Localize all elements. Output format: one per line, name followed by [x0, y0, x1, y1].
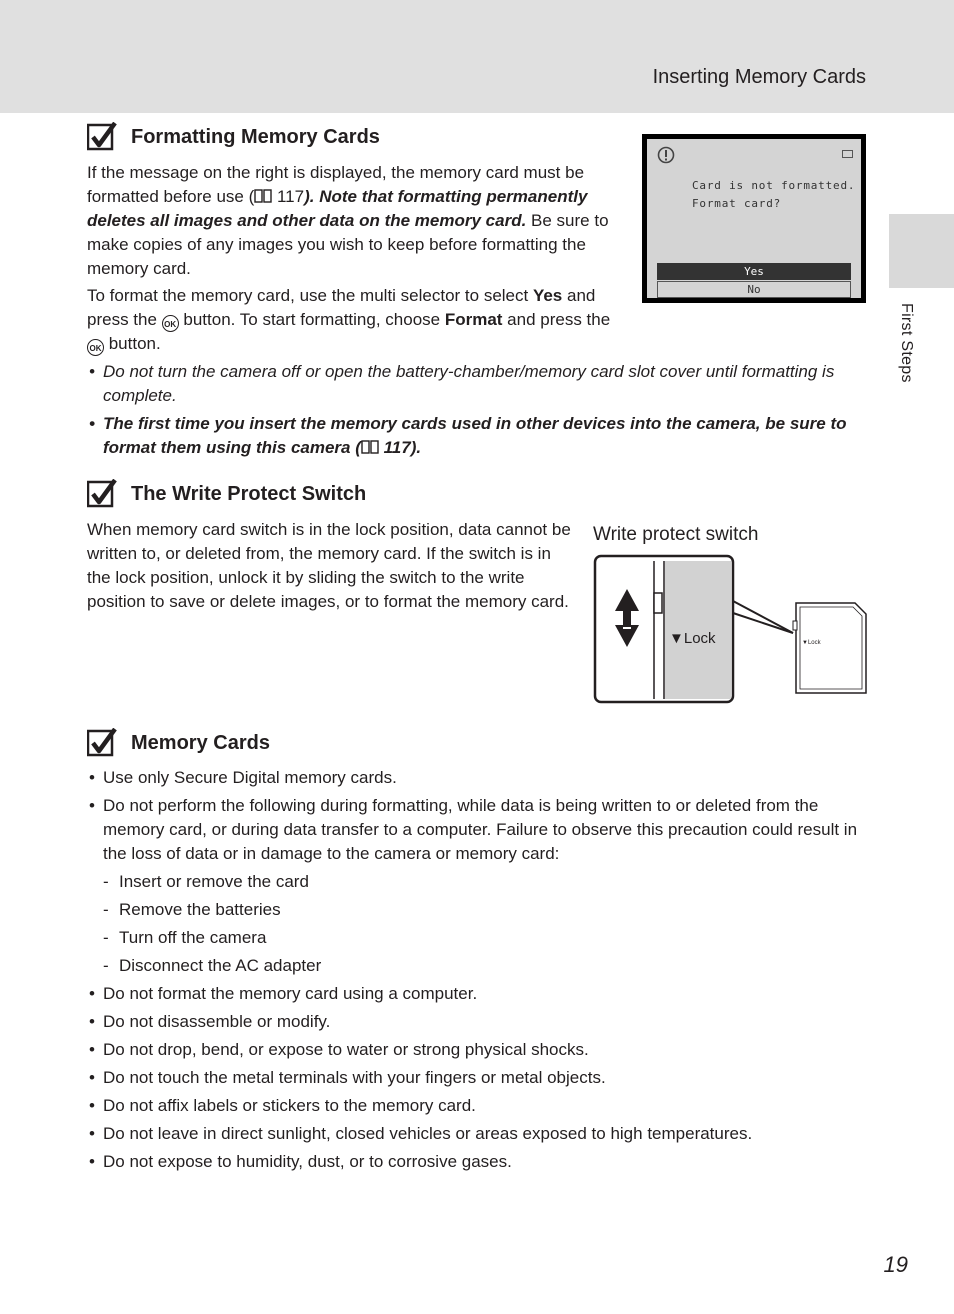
sub-list-item: - Turn off the camera: [103, 928, 267, 947]
list-item: • Do not turn the camera off or open the battery-chamber/memory card slot cover until formatting is complete.: [89, 362, 835, 405]
side-tab-label: First Steps: [898, 303, 915, 383]
write-protect-title: The Write Protect Switch: [131, 482, 367, 505]
camera-message-line-1: Card is not formatted.: [692, 179, 856, 192]
list-item: • Do not disassemble or modify.: [89, 1012, 331, 1031]
ok-button-icon: OK: [87, 339, 104, 356]
list-item: • Do not format the memory card using a computer.: [89, 984, 478, 1003]
sub-list-item: - Insert or remove the card: [103, 872, 309, 891]
memory-cards-title: Memory Cards: [131, 731, 270, 754]
battery-icon: [842, 150, 853, 158]
list-item: • Do not affix labels or stickers to the memory card.: [89, 1096, 476, 1115]
warning-icon: [657, 146, 675, 164]
check-mark-icon: [87, 122, 117, 152]
sd-card-illustration: [793, 603, 866, 693]
list-item: • Do not drop, bend, or expose to water or strong physical shocks.: [89, 1040, 589, 1059]
ok-button-icon: OK: [162, 315, 179, 332]
write-protect-caption: Write protect switch: [593, 524, 759, 545]
list-item: • Do not expose to humidity, dust, or to corrosive gases.: [89, 1152, 512, 1171]
camera-option-no: No: [657, 281, 851, 298]
camera-screen-illustration: [642, 134, 866, 303]
check-mark-icon: [87, 479, 117, 509]
camera-screen-display: [647, 139, 861, 298]
write-protect-paragraph: When memory card switch is in the lock position, data cannot be written to, or deleted from, the memory card. If the switch is in the lock position, unlock it by sliding the switch to the write position to save or delete images, or to format the memory card.: [87, 520, 571, 611]
check-mark-icon: [87, 728, 117, 758]
sub-list-item: - Disconnect the AC adapter: [103, 956, 322, 975]
formatting-section-heading: [87, 122, 380, 152]
memory-cards-section-heading: [87, 728, 270, 758]
side-tab: [889, 214, 954, 288]
list-item: • Do not touch the metal terminals with your fingers or metal objects.: [89, 1068, 606, 1087]
formatting-bullets: [87, 360, 877, 460]
list-item: • Use only Secure Digital memory cards.: [89, 768, 397, 787]
write-protect-diagram: [593, 553, 868, 705]
reference-book-icon: [254, 189, 272, 203]
camera-message-line-2: Format card?: [692, 197, 782, 210]
formatting-paragraph-1: If the message on the right is displayed, the memory card must be formatted before use ( 117). Note that formatting permanently deletes all images and other data on the memory card. Be sure to make copies of any images you wish to keep before formatting the memory card.: [87, 163, 609, 278]
card-lock-label: ▼Lock: [802, 640, 821, 646]
camera-option-yes: Yes: [657, 263, 851, 280]
reference-book-icon: [361, 440, 379, 454]
sub-list-item: - Remove the batteries: [103, 900, 281, 919]
formatting-paragraph-2: To format the memory card, use the multi selector to select Yes and press the OK button. To start formatting, choose Format and press the OK button.: [87, 284, 617, 356]
formatting-title: Formatting Memory Cards: [131, 125, 380, 148]
header-band: [0, 0, 954, 113]
list-item: • Do not leave in direct sunlight, closed vehicles or areas exposed to high temperatures.: [89, 1124, 753, 1143]
page-header-title: Inserting Memory Cards: [652, 66, 866, 88]
list-item: • Do not perform the following during formatting, while data is being written to or deleted from the memory card, or during data transfer to a computer. Failure to observe this precaution could result in the loss of data or in damage to the camera or memory card:: [89, 796, 858, 863]
page-number: 19: [883, 1252, 908, 1277]
formatting-page-ref: 117: [272, 187, 305, 206]
formatting-warning-text: Note that formatting permanently deletes all images and other data on the memory card.: [87, 187, 588, 230]
list-item: • The first time you insert the memory cards used in other devices into the camera, be sure to format them using this camera ( 117).: [89, 414, 847, 457]
write-protect-section-heading: [87, 479, 366, 509]
lock-label: ▼Lock: [669, 630, 716, 647]
memory-cards-list: [87, 766, 877, 1174]
